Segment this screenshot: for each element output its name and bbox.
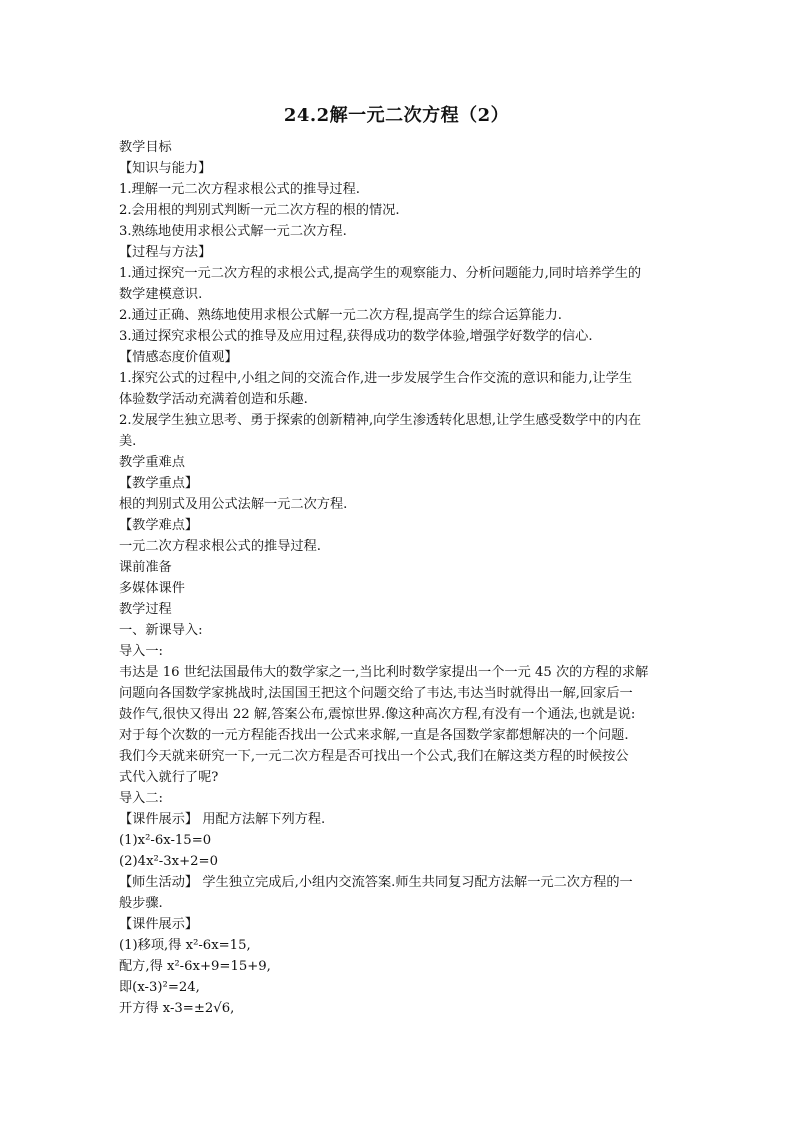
subheading-difficulty: 【教学难点】 (119, 518, 199, 533)
text-line: 2.会用根的判别式判断一元二次方程的根的情况. (119, 203, 400, 218)
text-line: 1.理解一元二次方程求根公式的推导过程. (119, 182, 360, 197)
text-line: 【课件展示】 (119, 917, 199, 932)
text-line: 一、新课导入: (119, 623, 203, 638)
text-line: 体验数学活动充满着创造和乐趣. (119, 392, 308, 407)
text-line: 我们今天就来研究一下,一元二次方程是否可找出一个公式,我们在解这类方程的时候按公 (119, 749, 629, 764)
equation-line: (1)x²-6x-15=0 (119, 833, 212, 848)
text-line: 【师生活动】 学生独立完成后,小组内交流答案.师生共同复习配方法解一元二次方程的一 (119, 875, 633, 890)
text-line: 2.发展学生独立思考、勇于探索的创新精神,向学生渗透转化思想,让学生感受数学中的内在 (119, 413, 642, 428)
text-line: 鼓作气,很快又得出 22 解,答案公布,震惊世界.像这种高次方程,有没有一个通法,也就是说: (119, 707, 636, 722)
equation-line: 配方,得 x²-6x+9=15+9, (119, 959, 271, 974)
subheading-knowledge-ability: 【知识与能力】 (119, 161, 212, 176)
text-line: 问题向各国数学家挑战时,法国国王把这个问题交给了韦达,韦达当时就得出一解,回家后一 (119, 686, 633, 701)
section-heading-teaching-goals: 教学目标 (119, 140, 172, 155)
equation-line: (1)移项,得 x²-6x=15, (119, 938, 251, 953)
subheading-process-method: 【过程与方法】 (119, 245, 212, 260)
text-line: 3.熟练地使用求根公式解一元二次方程. (119, 224, 347, 239)
text-line: 美. (119, 434, 137, 449)
text-line: 式代入就行了呢? (119, 770, 219, 785)
text-line: 根的判别式及用公式法解一元二次方程. (119, 497, 348, 512)
text-line: 对于每个次数的一元方程能否找出一公式来求解,一直是各国数学家都想解决的一个问题. (119, 728, 629, 743)
subheading-emotion-values: 【情感态度价值观】 (119, 350, 238, 365)
equation-line: 开方得 x-3=±2√6, (119, 1001, 235, 1016)
text-line: 1.通过探究一元二次方程的求根公式,提高学生的观察能力、分析问题能力,同时培养学生的 (119, 266, 642, 281)
text-line: 【课件展示】 用配方法解下列方程. (119, 812, 326, 827)
text-line: 数学建模意识. (119, 287, 203, 302)
section-heading-key-points: 教学重难点 (119, 455, 185, 470)
text-line: 导入一: (119, 644, 164, 659)
document-title: 24.2解一元二次方程（2） (283, 105, 510, 126)
text-line: 一元二次方程求根公式的推导过程. (119, 539, 322, 554)
text-line: 般步骤. (119, 896, 163, 911)
text-line: 韦达是 16 世纪法国最伟大的数学家之一,当比利时数学家提出一个一元 45 次的方程的求解 (119, 665, 649, 680)
text-line: 导入二: (119, 791, 164, 806)
text-line: 1.探究公式的过程中,小组之间的交流合作,进一步发展学生合作交流的意识和能力,让学生 (119, 371, 633, 386)
subheading-key-point: 【教学重点】 (119, 476, 199, 491)
equation-line: (2)4x²-3x+2=0 (119, 854, 218, 869)
equation-line: 即(x-3)²=24, (119, 980, 200, 995)
text-line: 3.通过探究求根公式的推导及应用过程,获得成功的数学体验,增强学好数学的信心. (119, 329, 593, 344)
text-line: 多媒体课件 (119, 581, 185, 596)
section-heading-preparation: 课前准备 (119, 560, 172, 575)
text-line: 2.通过正确、熟练地使用求根公式解一元二次方程,提高学生的综合运算能力. (119, 308, 562, 323)
section-heading-teaching-process: 教学过程 (119, 602, 172, 617)
